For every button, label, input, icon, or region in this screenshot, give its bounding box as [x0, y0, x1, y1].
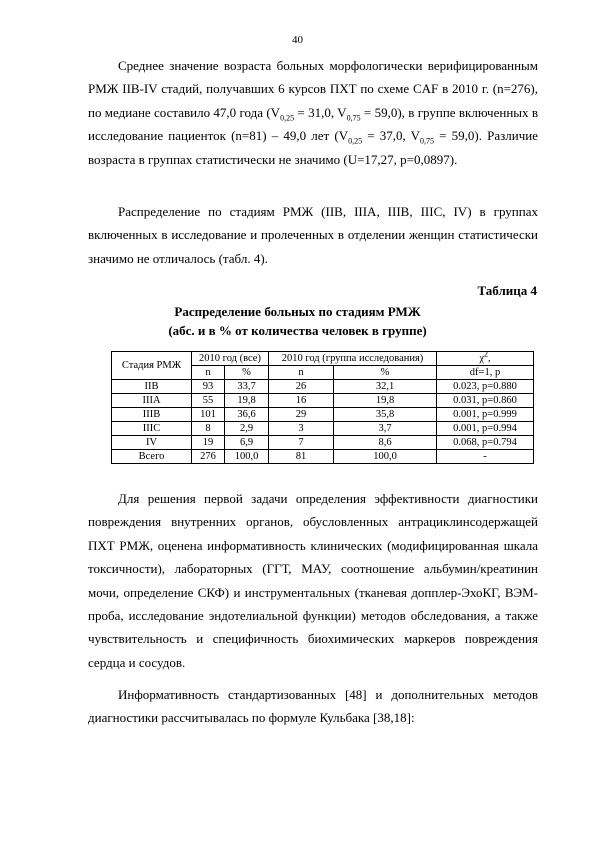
header-study: 2010 год (группа исследования)	[269, 352, 437, 366]
header-stage: Стадия РМЖ	[112, 352, 192, 380]
para1-text-1: Среднее значение возраста больных морфологически верифицированным РМЖ IIB-IV стадий, получавших 6 курсов ПХТ по схеме CAF в 2010 г. (n=276), по медиане составило 47,0 года (V	[88, 58, 538, 120]
cell-pct-all: 100,0	[225, 450, 269, 464]
table-label: Таблица 4	[477, 283, 537, 298]
page-number: 40	[292, 34, 303, 46]
cell-chi: 0.001, p=0.999	[437, 408, 534, 422]
subheader-n-study: n	[269, 366, 334, 380]
table-row	[112, 408, 534, 422]
cell-pct-all: 33,7	[225, 380, 269, 394]
cell-pct-study: 3,7	[334, 422, 437, 436]
para1-text-2: = 31,0, V	[294, 104, 347, 120]
cell-chi: 0.023, p=0.880	[437, 380, 534, 394]
cell-pct-study: 100,0	[334, 450, 437, 464]
cell-n-study: 7	[269, 436, 334, 450]
cell-n-study: 81	[269, 450, 334, 464]
para1-sub-2: 0,75	[346, 113, 361, 123]
cell-stage: Всего	[112, 450, 192, 464]
table-row	[112, 394, 534, 408]
para1-text-4: = 37,0, V	[362, 128, 421, 144]
cell-pct-all: 2,9	[225, 422, 269, 436]
cell-n-study: 29	[269, 408, 334, 422]
cell-pct-all: 6,9	[225, 436, 269, 450]
cell-stage: IIIB	[112, 408, 192, 422]
table-row	[112, 422, 534, 436]
paragraph-age	[88, 54, 538, 171]
cell-n-all: 93	[192, 380, 225, 394]
chi-superscript: 2	[484, 349, 489, 358]
cell-n-all: 101	[192, 408, 225, 422]
subheader-pct-study: %	[334, 366, 437, 380]
cell-n-all: 55	[192, 394, 225, 408]
table-row	[112, 380, 534, 394]
table-row-total	[112, 450, 534, 464]
para1-sub-4: 0,75	[420, 136, 435, 146]
cell-stage: IIIA	[112, 394, 192, 408]
chi-symbol: χ	[479, 352, 485, 364]
para1-sub-3: 0,25	[348, 136, 363, 146]
paragraph-formula-intro: Информативность стандартизованных [48] и дополнительных методов диагностики рассчитывалась по формуле Кульбака [38,18]:	[88, 687, 538, 726]
cell-pct-all: 36,6	[225, 408, 269, 422]
cell-stage: IIIC	[112, 422, 192, 436]
header-all: 2010 год (все)	[192, 352, 269, 366]
para1-sub-1: 0,25	[280, 113, 295, 123]
chi-suffix: ,	[488, 352, 491, 364]
cell-n-all: 8	[192, 422, 225, 436]
cell-chi: 0.068, p=0.794	[437, 436, 534, 450]
cell-pct-study: 32,1	[334, 380, 437, 394]
cell-n-study: 3	[269, 422, 334, 436]
cell-stage: IIB	[112, 380, 192, 394]
cell-pct-study: 35,8	[334, 408, 437, 422]
cell-n-all: 19	[192, 436, 225, 450]
cell-n-study: 16	[269, 394, 334, 408]
cell-pct-study: 8,6	[334, 436, 437, 450]
subheader-df: df=1, p	[437, 366, 534, 380]
table-header-row	[112, 352, 534, 366]
paragraph-task: Для решения первой задачи определения эффективности диагностики повреждения внутренних органов, обусловленных антрациклинсодержащей ПХТ РМЖ, оценена информативность клинических (модифицированная шкала токсичности), лабораторных (ГГТ, МАУ, соотношение альбумин/креатинин мочи, определение СКФ) и инструментальных (тканевая допплер-ЭхоКГ, ВЭМ-проба, исследование эндотелиальной функции) методов обследования, а также чувствительность и специфичность биохимических маркеров повреждения сердца и сосудов.	[88, 491, 538, 670]
cell-chi: 0.031, p=0.860	[437, 394, 534, 408]
table-row	[112, 436, 534, 450]
cell-chi: -	[437, 450, 534, 464]
subheader-pct-all: %	[225, 366, 269, 380]
header-chi	[437, 349, 534, 366]
cell-pct-all: 19,8	[225, 394, 269, 408]
cell-stage: IV	[112, 436, 192, 450]
cell-n-study: 26	[269, 380, 334, 394]
para1-text-3: = 59,0), в группе включенных в исследование пациенток (n=81) – 49,0 лет (V	[88, 104, 538, 144]
para1-text-5: = 59,0). Различие возраста в группах статистически не значимо (U=17,27, p=0,0897).	[88, 128, 538, 167]
paragraph-stages: Распределение по стадиям РМЖ (IIB, IIIA, IIIB, IIIC, IV) в группах включенных в исследование и пролеченных в отделении женщин статистически значимо не отличалось (табл. 4).	[88, 204, 538, 266]
table-title-line2: (абс. и в % от количества человек в группе)	[168, 323, 427, 338]
stages-table	[111, 351, 534, 464]
table-title-line1: Распределение больных по стадиям РМЖ	[174, 304, 421, 319]
cell-n-all: 276	[192, 450, 225, 464]
cell-chi: 0.001, p=0.994	[437, 422, 534, 436]
subheader-n-all: n	[192, 366, 225, 380]
cell-pct-study: 19,8	[334, 394, 437, 408]
